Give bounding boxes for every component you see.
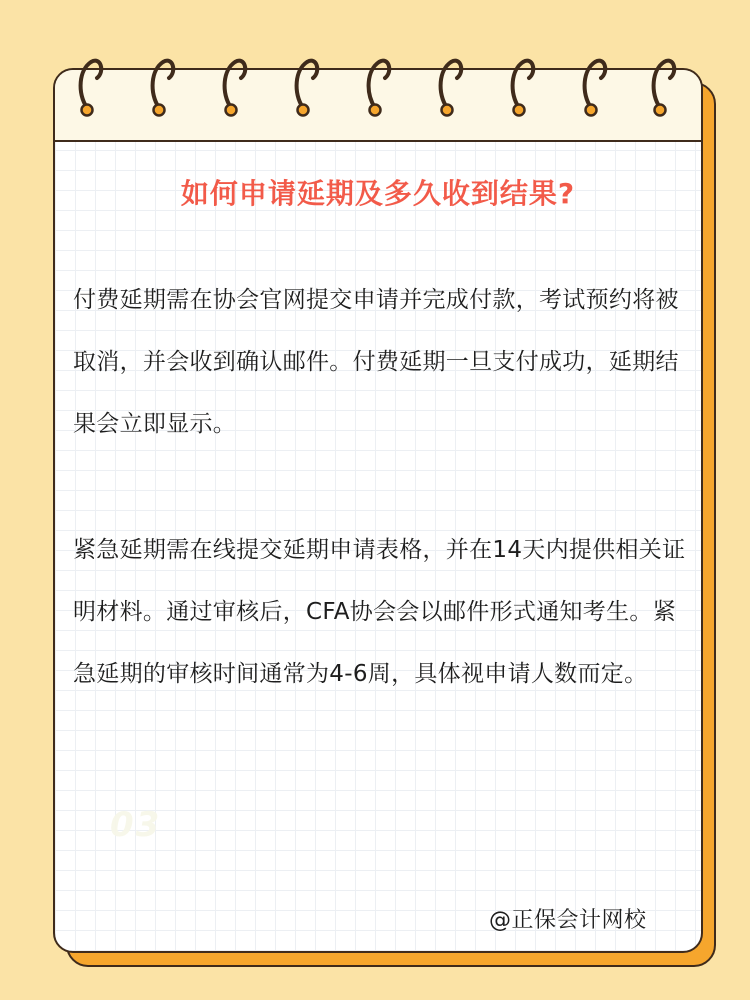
paragraph-emergency-deferral: 紧急延期需在线提交延期申请表格，并在14天内提供相关证明材料。通过审核后，CFA协会会以邮件形式通知考生。紧急延期的审核时间通常为4-6周，具体视申请人数而定。 <box>73 537 686 687</box>
page-number-watermark: 03 <box>110 805 162 845</box>
page-title: 如何申请延期及多久收到结果? <box>180 177 576 210</box>
paragraph-paid-deferral: 付费延期需在协会官网提交申请并完成付款，考试预约将被取消，并会收到确认邮件。付费延期一旦支付成功，延期结果会立即显示。 <box>73 287 679 437</box>
footer-brand: @正保会计网校 <box>489 908 647 933</box>
notebook-header <box>55 70 701 142</box>
